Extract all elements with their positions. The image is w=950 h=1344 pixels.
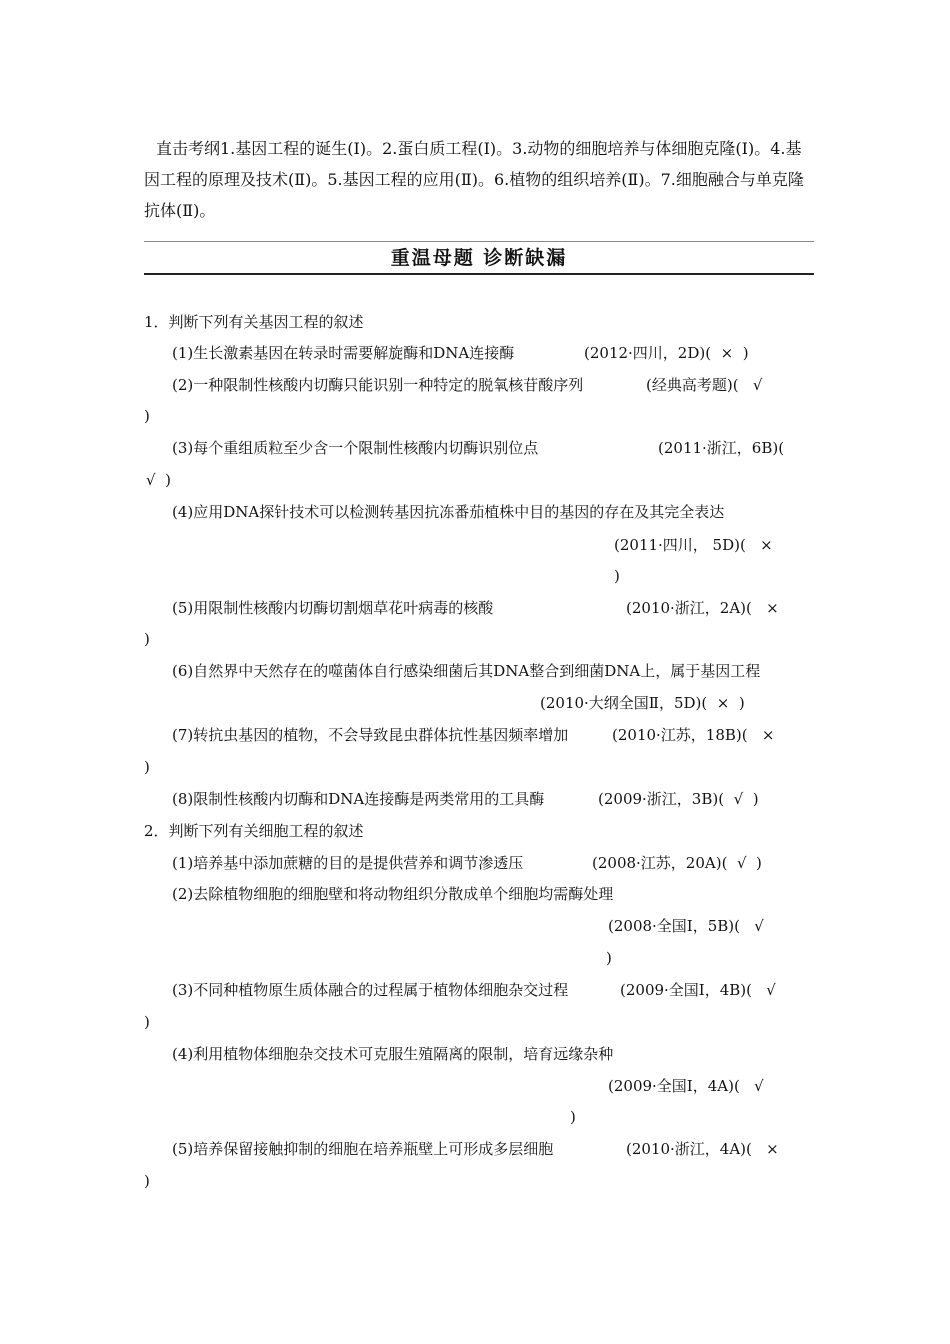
item-tail: √ ) — [146, 471, 171, 489]
item-text: (3)不同种植物原生质体融合的过程属于植物体细胞杂交过程 — [172, 981, 569, 999]
item-source: (2009·全国Ⅰ，4B)( √ — [620, 981, 776, 999]
question-title: 1．判断下列有关基因工程的叙述 — [144, 313, 364, 331]
item-text: (1)生长激素基因在转录时需要解旋酶和DNA连接酶 — [172, 344, 515, 362]
item-text: (3)每个重组质粒至少含一个限制性核酸内切酶识别位点 — [172, 439, 539, 457]
item-tail: ) — [144, 758, 150, 776]
item-source: (经典高考题)( √ — [646, 376, 763, 394]
item-text: (5)培养保留接触抑制的细胞在培养瓶壁上可形成多层细胞 — [172, 1140, 554, 1158]
item-source: (2011·四川， 5D)( × — [614, 536, 773, 554]
question-title: 2．判断下列有关细胞工程的叙述 — [144, 822, 364, 840]
item-source: (2011·浙江，6B)( — [658, 439, 785, 457]
item-tail: ) — [144, 1172, 150, 1190]
item-source: (2008·江苏，20A)( √ ) — [592, 854, 762, 872]
item-text: (4)利用植物体细胞杂交技术可克服生殖隔离的限制，培育远缘杂种 — [172, 1045, 614, 1063]
item-source: (2009·浙江，3B)( √ ) — [598, 790, 759, 808]
item-tail: ) — [614, 567, 620, 585]
item-tail: ) — [144, 1013, 150, 1031]
item-text: (5)用限制性核酸内切酶切割烟草花叶病毒的核酸 — [172, 599, 494, 617]
exam-outline: 直击考纲1.基因工程的诞生(Ⅰ)。2.蛋白质工程(Ⅰ)。3.动物的细胞培养与体细胞克隆(Ⅰ)。4.基因工程的原理及技术(Ⅱ)。5.基因工程的应用(Ⅱ)。6.植物的组织培养(Ⅱ)。7.细胞融合与单克隆抗体(Ⅱ)。 — [144, 139, 804, 220]
item-source: (2012·四川，2D)( × ) — [584, 344, 749, 362]
item-text: (8)限制性核酸内切酶和DNA连接酶是两类常用的工具酶 — [172, 790, 545, 808]
section-rule-bottom — [144, 273, 814, 275]
item-text: (7)转抗虫基因的植物，不会导致昆虫群体抗性基因频率增加 — [172, 726, 569, 744]
item-text: (4)应用DNA探针技术可以检测转基因抗冻番茄植株中目的基因的存在及其完全表达 — [172, 503, 725, 521]
section-rule-top — [144, 241, 814, 242]
item-source: (2008·全国Ⅰ，5B)( √ — [608, 917, 764, 935]
item-tail: ) — [606, 949, 612, 967]
item-text: (2)一种限制性核酸内切酶只能识别一种特定的脱氧核苷酸序列 — [172, 376, 584, 394]
section-title: 重温母题 诊断缺漏 — [390, 247, 568, 269]
item-text: (6)自然界中天然存在的噬菌体自行感染细菌后其DNA整合到细菌DNA上，属于基因工程 — [172, 662, 761, 680]
item-source: (2010·江苏，18B)( × — [612, 726, 775, 744]
item-source: (2010·大纲全国Ⅱ，5D)( × ) — [540, 694, 745, 712]
item-tail: ) — [144, 407, 150, 425]
item-text: (1)培养基中添加蔗糖的目的是提供营养和调节渗透压 — [172, 854, 524, 872]
item-source: (2010·浙江，2A)( × — [626, 599, 779, 617]
item-tail: ) — [570, 1108, 576, 1126]
item-text: (2)去除植物细胞的细胞壁和将动物组织分散成单个细胞均需酶处理 — [172, 885, 614, 903]
item-tail: ) — [144, 630, 150, 648]
item-source: (2009·全国Ⅰ，4A)( √ — [608, 1077, 764, 1095]
item-source: (2010·浙江，4A)( × — [626, 1140, 779, 1158]
